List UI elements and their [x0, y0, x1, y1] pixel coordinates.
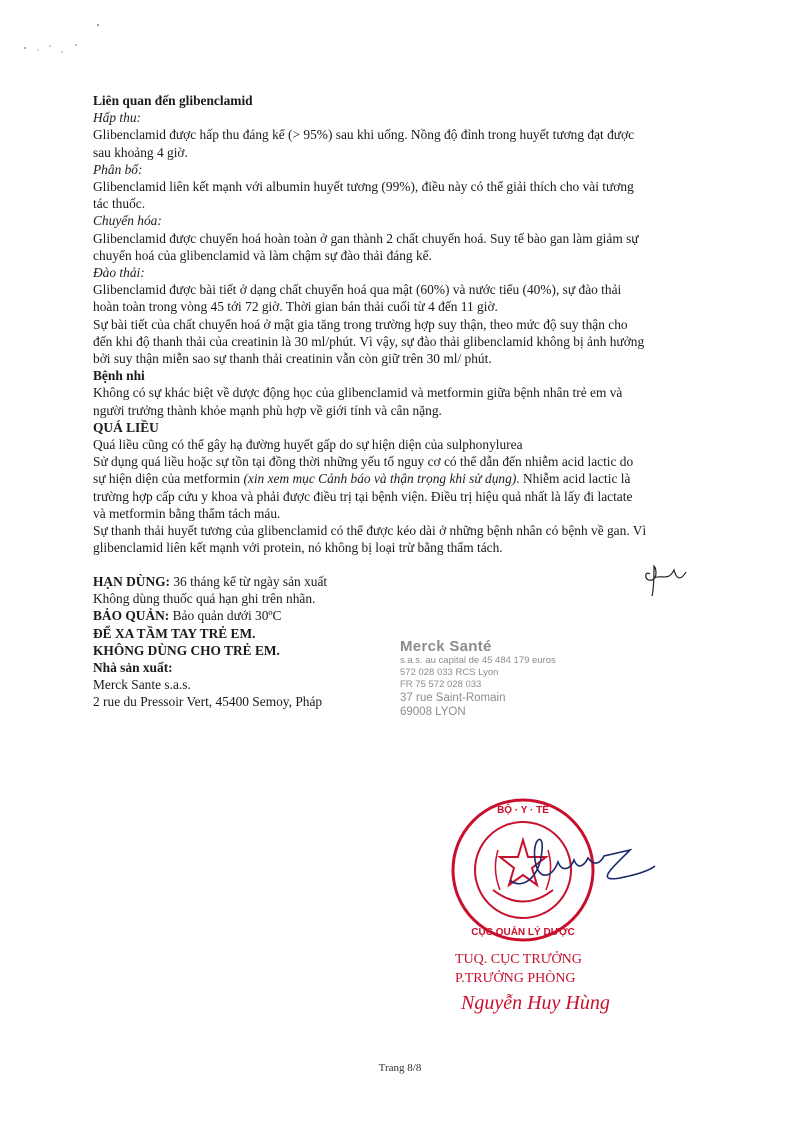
stamp-rcs: 572 028 033 RCS Lyon	[400, 667, 499, 678]
stamp-capital: s.a.s. au capital de 45 484 179 euros	[400, 655, 556, 666]
manufacturer-name: Merck Sante s.a.s.	[93, 677, 191, 693]
stamp-company-name: Merck Santé	[400, 638, 492, 655]
distribution-text: Glibenclamid liên kết mạnh với albumin huyết tương (99%), điều này có thể giải thích cho vài tương	[93, 179, 634, 195]
storage-label: BẢO QUẢN:	[93, 608, 170, 624]
elimination-heading: Đào thải:	[93, 265, 145, 281]
scan-speckles	[20, 20, 110, 60]
elimination-text: Sự bài tiết của chất chuyển hoá ở mật gia tăng trong trường hợp suy thận, theo mức độ suy thận cho	[93, 316, 628, 332]
stamp-city: 69008 LYON	[400, 706, 466, 718]
initials-signature-icon	[640, 560, 690, 600]
absorption-text: Glibenclamid được hấp thu đáng kể (> 95%) sau khi uống. Nồng độ đỉnh trong huyết tương đạt được	[93, 127, 635, 143]
cross-reference: (xin xem mục Cảnh báo và thận trọng khi sử dụng)	[243, 471, 517, 487]
storage-value: Bảo quản dưới 30ºC	[169, 608, 282, 624]
storage-line	[93, 607, 413, 624]
expiry-value: 36 tháng kể từ ngày sản xuất	[170, 574, 328, 589]
pediatric-title: Bệnh nhi	[93, 368, 145, 384]
elimination-text: bởi suy thận miễn sao sự thanh thải creatinin vẫn còn giữ trên 30 ml/ phút.	[93, 351, 492, 367]
authority-signature-block	[455, 950, 685, 1018]
expiry-note: Không dùng thuốc quá hạn ghi trên nhãn.	[93, 591, 316, 607]
metabolism-heading: Chuyển hóa:	[93, 213, 162, 229]
overdose-text: Sự thanh thải huyết tương của glibenclamid có thể được kéo dài ở những bệnh nhân có bệnh về gan. Vì	[93, 523, 647, 539]
overdose-text: glibenclamid liên kết mạnh với protein, nó không bị loại trừ bằng thẩm tách.	[93, 540, 503, 556]
overdose-text: trường hợp cấp cứu y khoa và phải được điều trị tại bệnh viện. Điều trị hiệu quả nhất là lấy đi lactate	[93, 488, 633, 504]
overdose-text: Sử dụng quá liều hoặc sự tồn tại đồng thời những yếu tố nguy cơ có thể dẫn đến nhiễm acid lactic do	[93, 454, 634, 470]
product-info-block	[93, 573, 413, 711]
authority-title: TUQ. CỤC TRƯỞNG	[455, 952, 582, 967]
expiry-label: HẠN DÙNG:	[93, 574, 170, 589]
manufacturer-address: 2 rue du Pressoir Vert, 45400 Semoy, Pháp	[93, 694, 323, 710]
metabolism-text: chuyển hoá của glibenclamid và làm chậm sự đào thải đáng kể.	[93, 247, 432, 263]
svg-text:BỘ · Y · TẾ: BỘ · Y · TẾ	[497, 805, 549, 816]
manufacturer-label: Nhà sản xuất:	[93, 660, 173, 676]
absorption-text: sau khoảng 4 giờ.	[93, 144, 188, 160]
absorption-heading: Hấp thu:	[93, 110, 141, 126]
children-warning: ĐỂ XA TẦM TAY TRẺ EM.	[93, 625, 256, 641]
metabolism-text: Glibenclamid được chuyển hoá hoàn toàn ở gan thành 2 chất chuyển hoá. Suy tế bào gan làm giảm sự	[93, 230, 639, 246]
handwritten-signature-icon	[500, 820, 660, 900]
overdose-title: QUÁ LIỀU	[93, 419, 159, 435]
overdose-text: Quá liều cũng có thể gây hạ đường huyết gấp do sự hiện diện của sulphonylurea	[93, 437, 523, 453]
overdose-text: và metformin bằng thẩm tách máu.	[93, 505, 281, 521]
not-for-children-warning: KHÔNG DÙNG CHO TRẺ EM.	[93, 642, 280, 658]
authority-subtitle: P.TRƯỞNG PHÒNG	[455, 971, 576, 986]
overdose-text	[93, 470, 718, 487]
overdose-text-part: sự hiện diện của metformin	[93, 471, 244, 487]
page-number: Trang 8/8	[378, 1062, 422, 1074]
pharmacokinetics-content	[93, 92, 718, 556]
svg-text:CỤC QUẢN LÝ DƯỢC: CỤC QUẢN LÝ DƯỢC	[471, 927, 575, 938]
stamp-street: 37 rue Saint-Romain	[400, 692, 506, 704]
merck-company-stamp	[400, 638, 600, 719]
elimination-text: hoàn toàn trong vòng 45 tới 72 giờ. Thời gian bán thải cuối từ 4 đến 11 giờ.	[93, 299, 498, 315]
elimination-text: đến khi độ thanh thải của creatinin là 30 ml/phút. Vì vậy, sự đào thải glibenclamid không bị ảnh hưởng	[93, 333, 645, 349]
signatory-name: Nguyễn Huy Hùng	[461, 992, 610, 1014]
elimination-text: Glibenclamid được bài tiết ở dạng chất chuyển hoá qua mật (60%) và nước tiểu (40%), sự đào thải	[93, 282, 622, 298]
pediatric-text: Không có sự khác biệt về dược động học của glibenclamid và metformin giữa bệnh nhân trẻ em và	[93, 385, 623, 401]
glibenclamid-title: Liên quan đến glibenclamid	[93, 93, 253, 108]
overdose-text-part: . Nhiễm acid lactic là	[516, 471, 631, 487]
expiry-line	[93, 573, 413, 590]
pediatric-text: người trưởng thành khỏe mạnh phù hợp về giới tính và cân nặng.	[93, 402, 442, 418]
stamp-vat: FR 75 572 028 033	[400, 679, 482, 690]
distribution-text: tác thuốc.	[93, 196, 146, 212]
distribution-heading: Phân bố:	[93, 161, 143, 177]
